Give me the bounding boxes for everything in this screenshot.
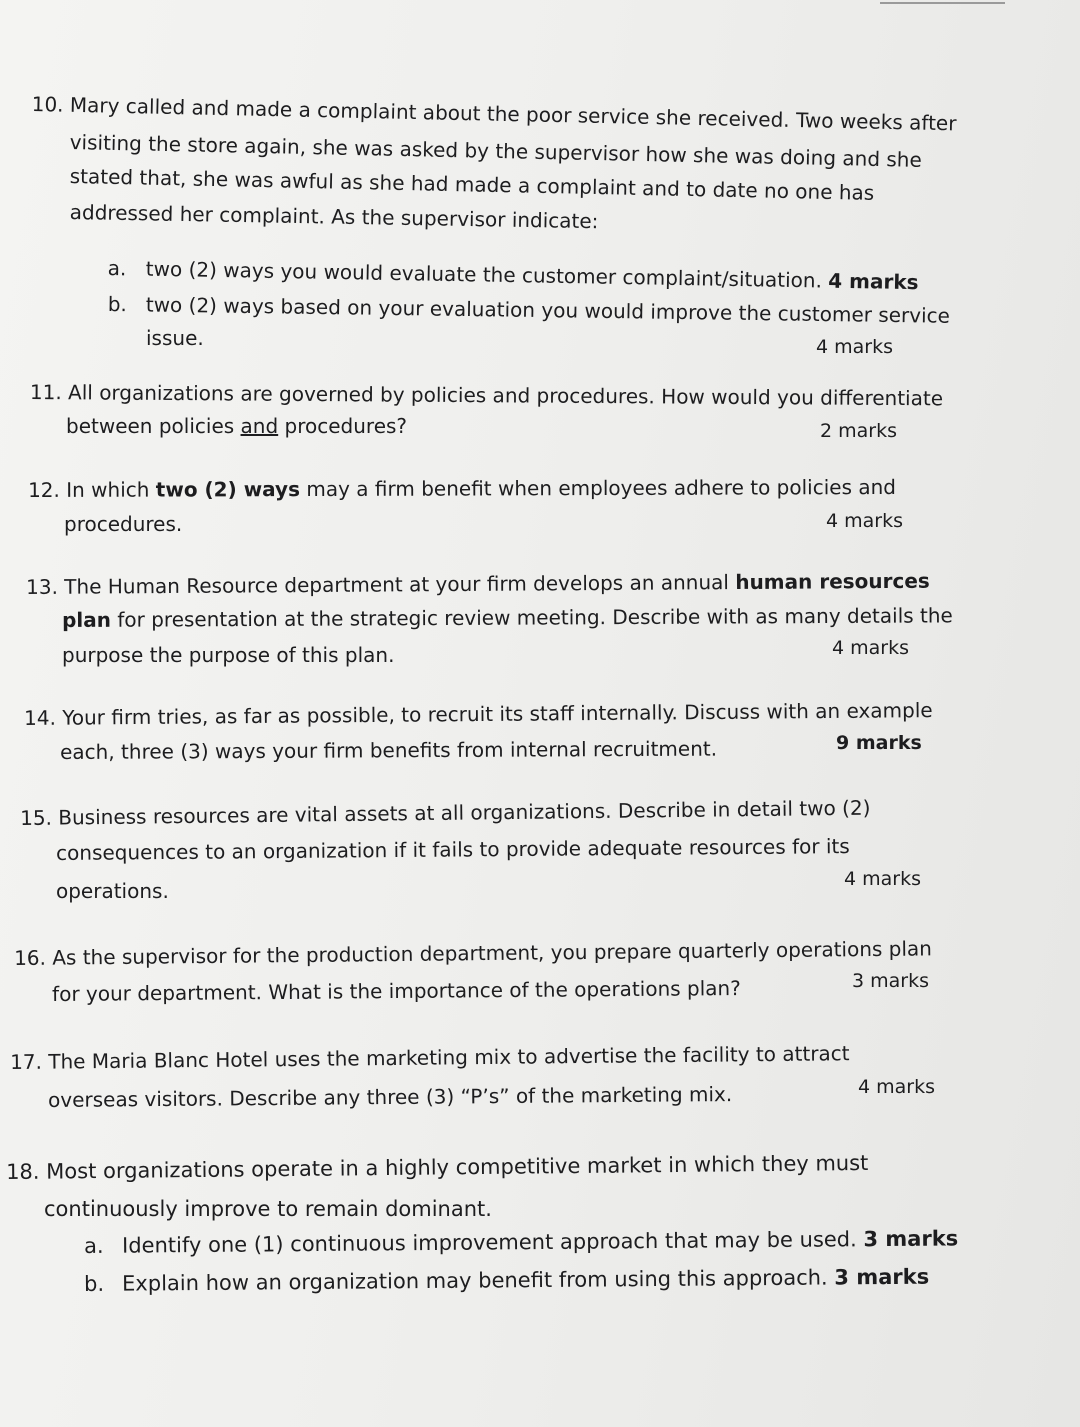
question-10-part-a: a. two (2) ways you would evaluate the customer complaint/situation. 4 marks [107,256,919,295]
question-12-line-1: 12. In which two (2) ways may a firm benefit when employees adhere to policies and [28,474,897,502]
question-14-line-1: 14. Your firm tries, as far as possible, to recruit its staff internally. Discuss with an example [24,698,933,730]
question-18-part-a-marks: 3 marks [863,1226,959,1252]
question-13-line-3: purpose the purpose of this plan. [62,643,395,667]
question-11-line-1: 11. All organizations are governed by policies and procedures. How would you differentiate [29,380,944,411]
question-12-marks: 4 marks [826,510,903,532]
question-10-part-a-marks: 4 marks [828,268,919,295]
question-number: 18. [6,1159,40,1184]
question-number: 15. [20,805,53,830]
question-10-line-2: visiting the store again, she was asked by the supervisor how she was doing and she [69,130,923,172]
question-10-line-1: 10. Mary called and made a complaint about the poor service she received. Two weeks after [31,92,957,136]
question-10-line-4: addressed her complaint. As the supervisor indicate: [69,200,599,234]
page-edge-line [880,2,1005,4]
question-18-part-b-marks: 3 marks [834,1264,930,1290]
question-number: 10. [31,92,64,117]
question-number: 12. [28,477,60,502]
question-12-line-2: procedures. [64,512,183,536]
question-11-line-2: between policies and procedures? [66,414,408,438]
question-number: 16. [14,945,47,970]
question-13-line-1: 13. The Human Resource department at your firm develops an annual human resources [26,568,930,599]
question-13-marks: 4 marks [832,637,909,659]
question-number: 13. [26,574,58,599]
question-10-part-b-marks: 4 marks [816,336,893,358]
question-16-line-1: 16. As the supervisor for the production department, you prepare quarterly operations plan [14,936,933,970]
question-17-line-2: overseas visitors. Describe any three (3) “P’s” of the marketing mix. [48,1082,733,1112]
question-18-line-2: continuously improve to remain dominant. [44,1197,492,1221]
question-15-line-3: operations. [56,879,169,903]
question-13-line-2: plan for presentation at the strategic review meeting. Describe with as many details the [62,603,953,632]
question-10-part-b: b. two (2) ways based on your evaluation you would improve the customer service [107,292,951,328]
question-17-line-1: 17. The Maria Blanc Hotel uses the marketing mix to advertise the facility to attract [10,1041,850,1074]
question-15-line-2: consequences to an organization if it fails to provide adequate resources for its [56,834,850,865]
question-18-line-1: 18. Most organizations operate in a highly competitive market in which they must [6,1150,869,1184]
question-10-line-3: stated that, she was awful as she had made a complaint and to date no one has [69,164,875,205]
question-16-marks: 3 marks [852,970,929,992]
question-15-marks: 4 marks [844,868,921,890]
question-18-part-b: b. Explain how an organization may benefit from using this approach. 3 marks [84,1264,930,1296]
question-14-marks: 9 marks [836,732,922,754]
question-17-marks: 4 marks [858,1076,935,1098]
question-number: 11. [29,380,62,405]
question-16-line-2: for your department. What is the importance of the operations plan? [52,975,741,1006]
question-number: 14. [24,705,57,730]
question-10-part-b-line-2: issue. [146,326,204,350]
question-11-marks: 2 marks [820,420,897,442]
question-14-line-2: each, three (3) ways your firm benefits from internal recruitment. [60,736,718,764]
question-number: 17. [10,1049,43,1074]
question-15-line-1: 15. Business resources are vital assets at all organizations. Describe in detail two (2) [20,795,871,830]
question-18-part-a: a. Identify one (1) continuous improvement approach that may be used. 3 marks [84,1226,959,1258]
